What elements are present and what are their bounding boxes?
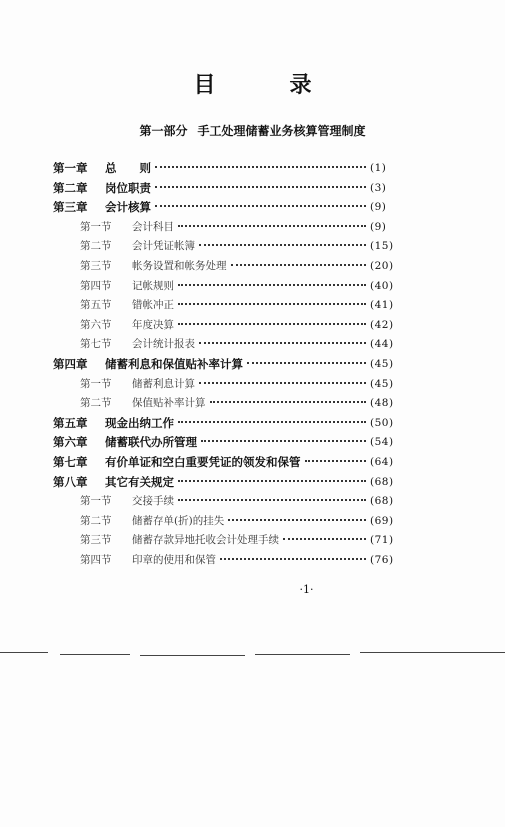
toc-entry-number: 第五章 [53, 415, 88, 430]
toc-entry-label [80, 493, 174, 509]
toc-entry-title: 保值贴补率计算 [132, 397, 206, 410]
toc-entry-label [53, 356, 243, 372]
toc-entry-label [80, 238, 195, 254]
toc-entry-number: 第二节 [80, 397, 112, 410]
toc-page-number: (76) [370, 554, 394, 566]
toc-leader-dots [178, 499, 366, 501]
toc-entry-title: 会计凭证帐簿 [132, 240, 195, 253]
toc-page-number: (45) [370, 358, 394, 370]
toc-entry-title: 年度决算 [132, 318, 174, 331]
toc-entry-label [80, 552, 216, 568]
toc-entry-number: 第五节 [80, 299, 112, 312]
toc-section-row [0, 395, 505, 411]
toc-page-number: (44) [370, 338, 394, 351]
toc-leader-dots [199, 244, 366, 246]
toc-entry-label [80, 219, 174, 235]
toc-chapter-row [0, 180, 505, 196]
toc-entry-label [53, 434, 197, 450]
toc-entry-title: 会计统计报表 [132, 338, 195, 351]
toc-section-row [0, 552, 505, 568]
toc-leader-dots [155, 166, 366, 168]
toc-leader-dots [155, 186, 366, 188]
toc-page-number: (45) [370, 377, 394, 390]
toc-entry-title: 有价单证和空白重要凭证的领发和保管 [105, 455, 301, 469]
toc-entry-number: 第一章 [53, 161, 88, 175]
part-number: 第一部分 [139, 124, 188, 138]
toc-leader-dots [178, 480, 366, 482]
page-title: 目 录 [193, 73, 338, 98]
toc-entry-label [80, 278, 174, 294]
toc-leader-dots [305, 460, 366, 462]
toc-entry-number: 第七节 [80, 338, 112, 351]
toc-entry-label [53, 180, 151, 196]
toc-entry-number: 第四节 [80, 279, 112, 292]
toc-leader-dots [178, 303, 366, 305]
toc-section-row [0, 513, 505, 529]
toc-entry-number: 第一节 [80, 495, 112, 508]
toc-leader-dots [220, 558, 366, 560]
part-heading [0, 122, 505, 139]
toc-page-number: (54) [370, 436, 394, 449]
toc-chapter-row [0, 199, 505, 215]
toc-entry-number: 第三节 [80, 260, 112, 272]
toc-entry-number: 第七章 [53, 455, 88, 469]
toc-section-row [0, 238, 505, 254]
toc-entry-number: 第二章 [53, 180, 88, 195]
toc-leader-dots [178, 421, 366, 423]
toc-entry-title: 帐务设置和帐务处理 [132, 260, 227, 272]
toc-entry-label [80, 297, 174, 313]
toc-page-number: (69) [370, 514, 394, 527]
toc-leader-dots [201, 440, 366, 442]
toc-chapter-row [0, 454, 505, 470]
toc-page-number: (68) [370, 495, 394, 508]
toc-entry-label [53, 415, 174, 431]
scan-edge-line [360, 652, 505, 653]
toc-leader-dots [178, 284, 366, 286]
toc-entry-label [80, 395, 206, 411]
toc-entry-number: 第四节 [80, 554, 112, 566]
toc-leader-dots [178, 323, 366, 325]
toc-entry-title: 储蓄联代办所管理 [105, 435, 197, 450]
toc-entry-title: 储蓄存单(折)的挂失 [132, 514, 225, 527]
toc-entry-number: 第八章 [53, 474, 88, 489]
toc-section-row [0, 336, 505, 352]
toc-chapter-row [0, 356, 505, 372]
toc-leader-dots [283, 538, 366, 540]
toc-page-number: (3) [370, 181, 387, 194]
toc-page-number: (64) [370, 456, 394, 468]
toc-entry-title: 错帐冲正 [132, 299, 174, 312]
toc-entry-label [80, 532, 279, 548]
toc-entry-title: 储蓄利息和保值贴补率计算 [105, 357, 243, 371]
toc-entry-number: 第一节 [80, 377, 112, 390]
toc-entry-title: 储蓄存款异地托收会计处理手续 [132, 534, 279, 547]
toc-entry-title: 印章的使用和保管 [132, 554, 216, 566]
toc-section-row [0, 532, 505, 548]
toc-entry-number: 第六节 [80, 318, 112, 331]
toc-entry-title: 会计核算 [105, 200, 151, 215]
toc-page-number: (40) [370, 279, 394, 292]
toc-entry-number: 第四章 [53, 357, 88, 371]
toc-chapter-row [0, 434, 505, 450]
toc-page-number: (20) [370, 260, 394, 272]
scan-edge-line [140, 655, 245, 656]
toc-entry-number: 第一节 [80, 220, 112, 233]
part-name: 手工处理储蓄业务核算管理制度 [197, 124, 366, 138]
toc-section-row [0, 219, 505, 235]
toc-section-row [0, 317, 505, 333]
toc-entry-label [80, 317, 174, 333]
toc-entry-label [53, 454, 301, 470]
toc-entry-label [53, 199, 151, 215]
toc-leader-dots [231, 264, 366, 266]
toc-leader-dots [247, 362, 366, 364]
toc-page-number: (48) [370, 397, 394, 410]
page-number: ·1· [299, 583, 314, 596]
toc-entry-label [80, 336, 195, 352]
toc-leader-dots [210, 401, 366, 403]
toc-entry-title: 交接手续 [132, 495, 174, 508]
toc-entry-label [80, 513, 224, 529]
toc-page-number: (50) [370, 416, 394, 429]
toc-chapter-row [0, 160, 505, 176]
toc-entry-number: 第三节 [80, 534, 112, 547]
toc-page-number: (71) [370, 534, 394, 547]
toc-section-row [0, 258, 505, 274]
toc-section-row [0, 376, 505, 392]
toc-entry-number: 第二节 [80, 514, 112, 527]
toc-chapter-row [0, 415, 505, 431]
toc-entry-number: 第六章 [53, 435, 88, 450]
toc-entry-title: 记帐规则 [132, 279, 174, 292]
scan-edge-line [60, 654, 130, 655]
toc-page-number: (9) [370, 201, 387, 214]
toc-section-row [0, 493, 505, 509]
toc-page-number: (15) [370, 240, 394, 253]
toc-entry-number: 第二节 [80, 240, 112, 253]
toc-entry-title: 其它有关规定 [105, 474, 174, 489]
toc-leader-dots [199, 342, 366, 344]
toc-page-number: (1) [370, 162, 387, 174]
toc-section-row [0, 297, 505, 313]
scan-edge-line [255, 654, 350, 655]
toc-leader-dots [155, 205, 366, 207]
table-of-contents [0, 160, 505, 580]
toc-page-number: (68) [370, 475, 394, 488]
toc-entry-title: 总 则 [105, 161, 151, 175]
toc-chapter-row [0, 474, 505, 490]
toc-entry-title: 岗位职责 [105, 180, 151, 195]
toc-entry-label [80, 258, 227, 274]
toc-page-number: (41) [370, 299, 394, 312]
toc-entry-label [53, 160, 151, 176]
toc-leader-dots [228, 519, 366, 521]
toc-page-number: (9) [370, 220, 387, 233]
toc-entry-title: 储蓄利息计算 [132, 377, 195, 390]
toc-entry-title: 会计科目 [132, 220, 174, 233]
toc-entry-title: 现金出纳工作 [105, 415, 174, 430]
toc-page-number: (42) [370, 318, 394, 331]
toc-leader-dots [178, 225, 366, 227]
toc-entry-label [80, 376, 195, 392]
toc-leader-dots [199, 382, 366, 384]
toc-section-row [0, 278, 505, 294]
toc-entry-label [53, 474, 174, 490]
scan-edge-line [0, 652, 48, 653]
toc-entry-number: 第三章 [53, 200, 88, 215]
